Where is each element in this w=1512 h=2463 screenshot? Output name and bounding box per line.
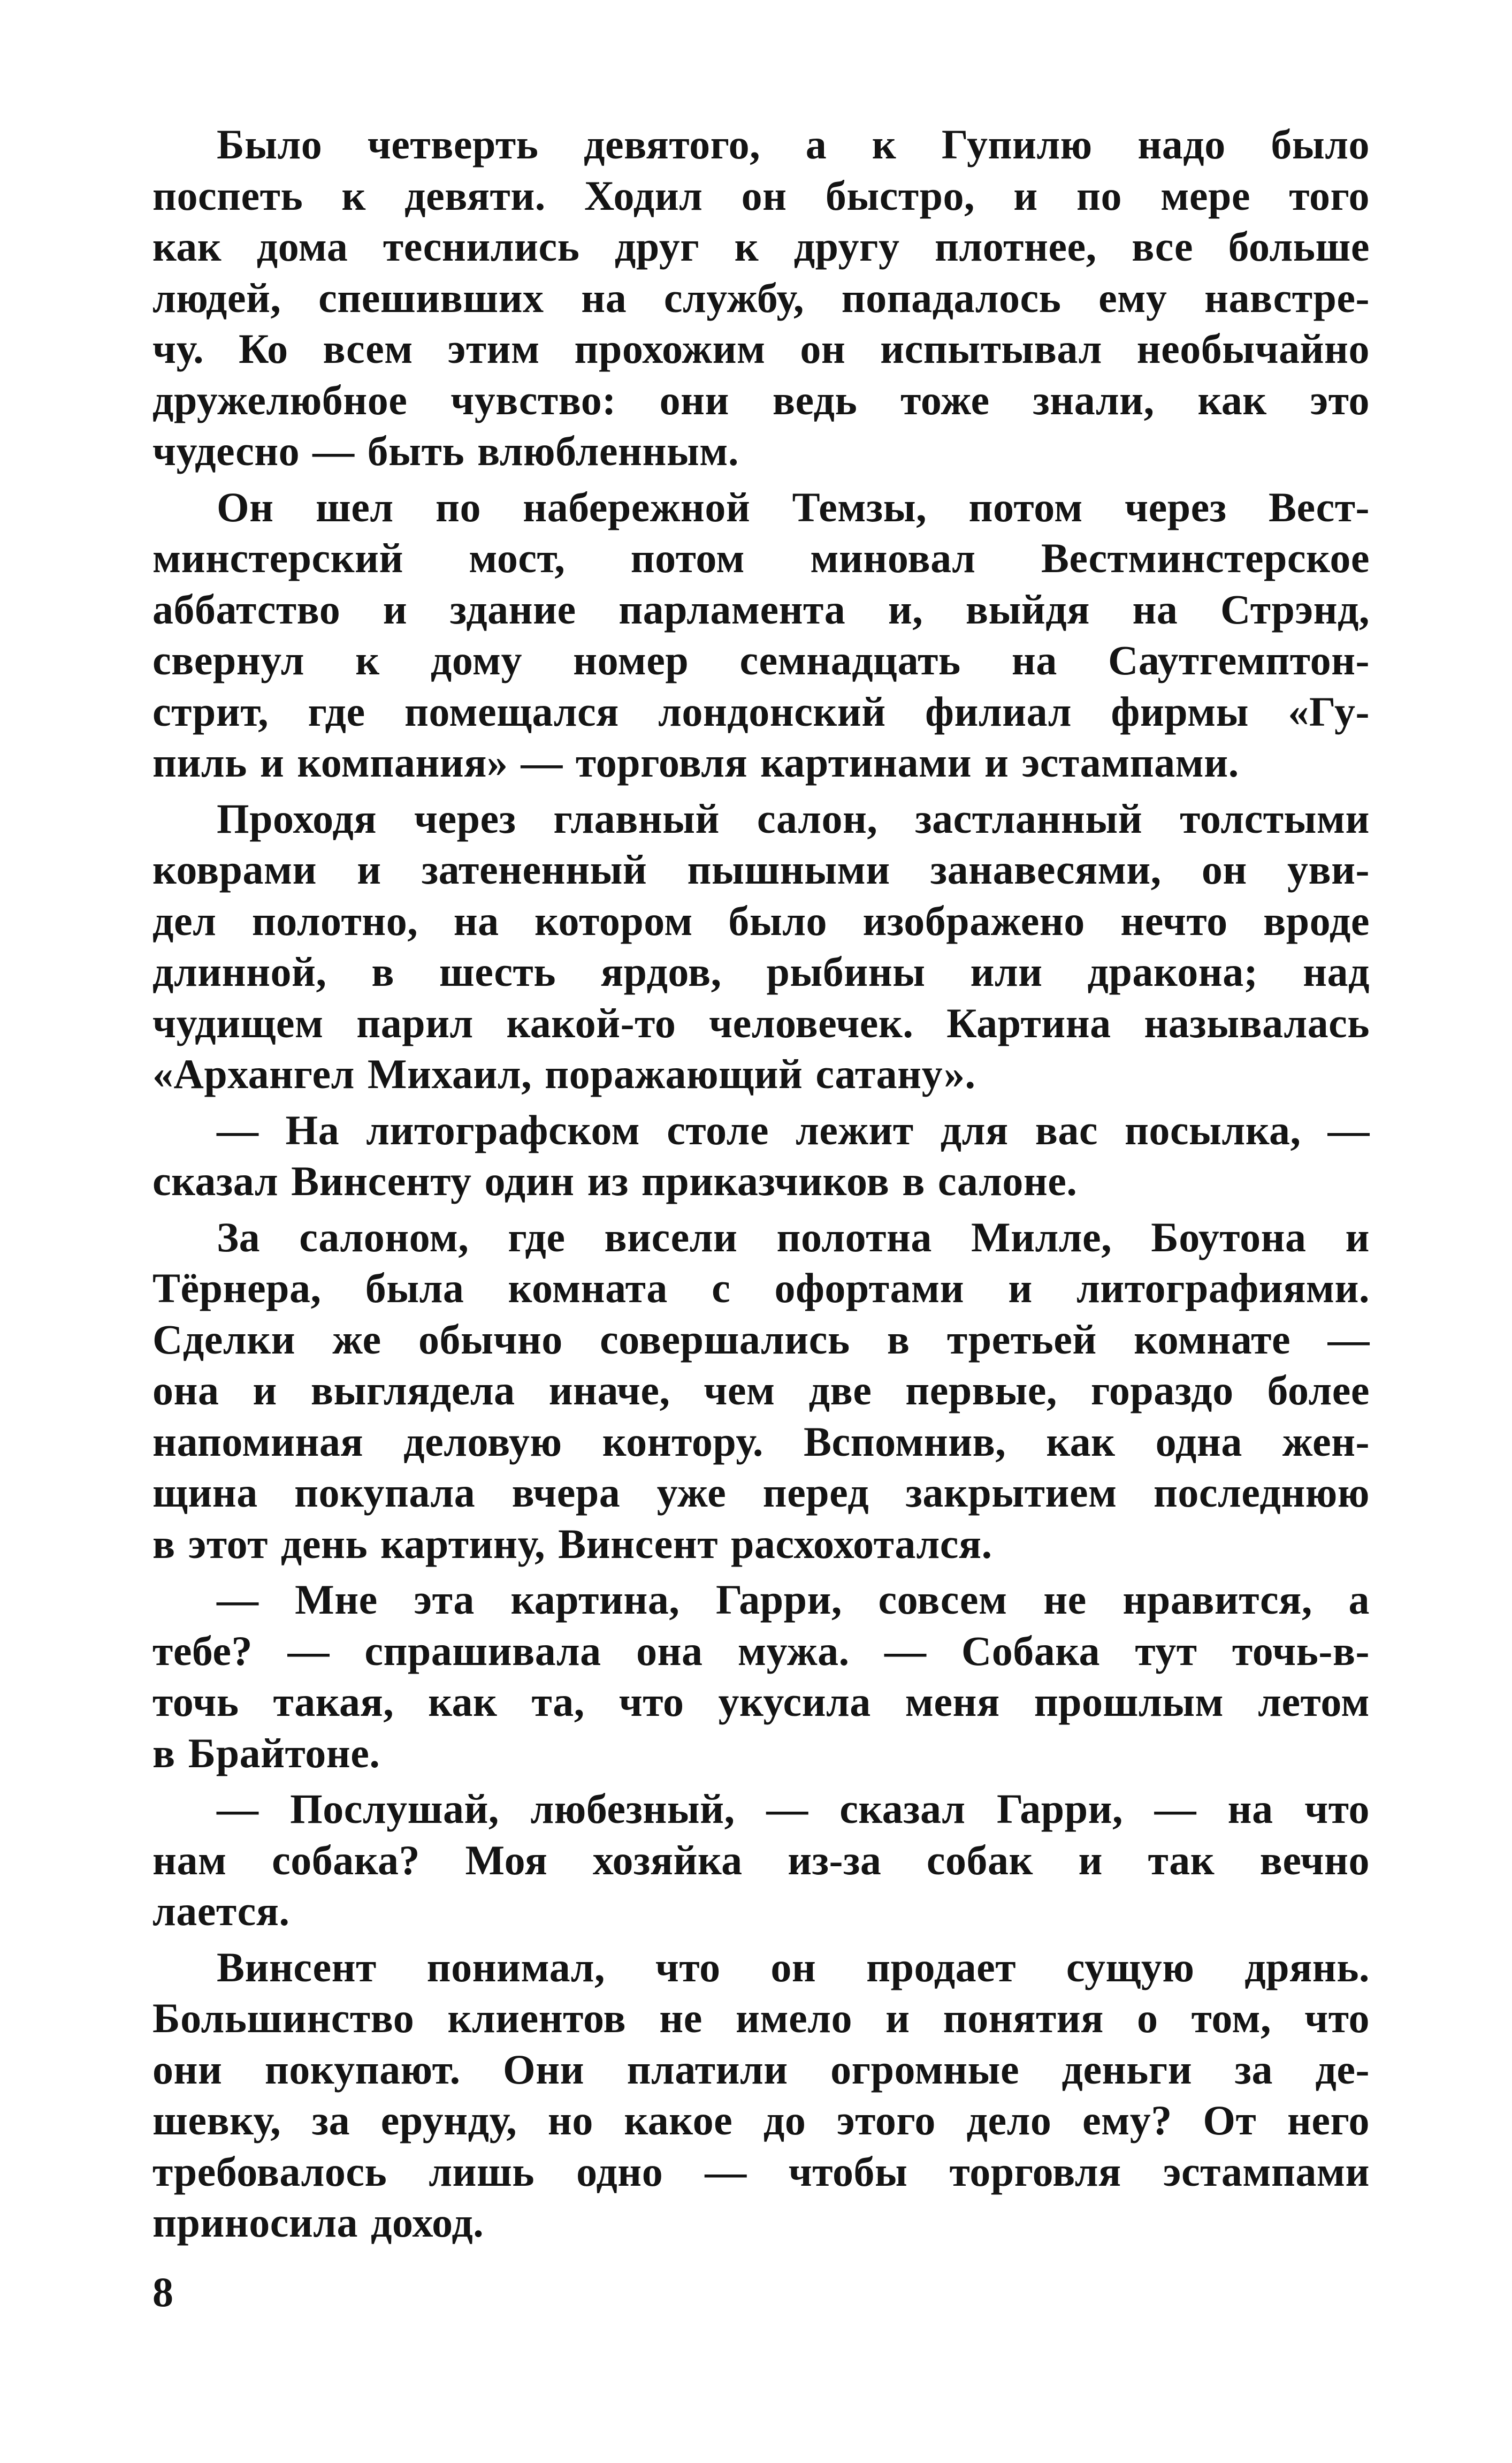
text-line: — Послушай, любезный, — сказал Гарри, — на что bbox=[217, 1785, 1370, 1832]
text-line: пиль и компания» — торговля картинами и эстампами. bbox=[152, 739, 1239, 786]
text-line: «Архангел Михаил, поражающий сатану». bbox=[152, 1051, 976, 1097]
text-line: длинной, в шесть ярдов, рыбины или дракона; над bbox=[152, 948, 1370, 995]
text-line: приносила доход. bbox=[152, 2199, 484, 2246]
text-line: коврами и затененный пышными занавесями, он уви- bbox=[152, 846, 1370, 893]
text-line: поспеть к девяти. Ходил он быстро, и по мере того bbox=[152, 172, 1370, 219]
text-line: — Мне эта картина, Гарри, совсем не нравится, а bbox=[217, 1576, 1370, 1623]
text-line: чудесно — быть влюбленным. bbox=[152, 428, 739, 474]
text-line: людей, спешивших на службу, попадалось ему навстре- bbox=[152, 274, 1370, 321]
text-line: тебе? — спрашивала она мужа. — Собака тут точь-в- bbox=[152, 1627, 1370, 1674]
paragraph bbox=[152, 1783, 1370, 1937]
text-line: точь такая, как та, что укусила меня прошлым летом bbox=[152, 1678, 1370, 1725]
page-number: 8 bbox=[152, 2269, 173, 2315]
text-line: Он шел по набережной Темзы, потом через Вест- bbox=[217, 483, 1370, 530]
text-line: дружелюбное чувство: они ведь тоже знали, как это bbox=[152, 376, 1370, 423]
paragraph bbox=[152, 793, 1370, 1100]
text-line: чудищем парил какой-то человечек. Картина называлась bbox=[152, 999, 1370, 1046]
body-text bbox=[152, 119, 1370, 2253]
paragraph bbox=[152, 119, 1370, 477]
text-line: напоминая деловую контору. Вспомнив, как одна жен- bbox=[152, 1418, 1370, 1465]
paragraph bbox=[152, 1105, 1370, 1207]
text-line: минстерский мост, потом миновал Вестминстерское bbox=[152, 535, 1370, 581]
paragraph bbox=[152, 482, 1370, 788]
text-line: Проходя через главный салон, застланный толстыми bbox=[217, 795, 1370, 842]
text-line: сказал Винсенту один из приказчиков в салоне. bbox=[152, 1158, 1078, 1204]
paragraph bbox=[152, 1574, 1370, 1778]
text-line: лается. bbox=[152, 1888, 290, 1934]
text-line: они покупают. Они платили огромные деньги за де- bbox=[152, 2046, 1370, 2093]
text-line: она и выглядела иначе, чем две первые, гораздо более bbox=[152, 1367, 1370, 1413]
text-line: — На литографском столе лежит для вас посылка, — bbox=[217, 1106, 1370, 1153]
text-line: требовалось лишь одно — чтобы торговля эстампами bbox=[152, 2148, 1370, 2195]
text-line: аббатство и здание парламента и, выйдя на Стрэнд, bbox=[152, 586, 1370, 633]
text-line: Большинство клиентов не имело и понятия о том, что bbox=[152, 1995, 1370, 2041]
text-line: чу. Ко всем этим прохожим он испытывал необычайно bbox=[152, 325, 1370, 372]
paragraph bbox=[152, 1942, 1370, 2248]
paragraph bbox=[152, 1212, 1370, 1570]
text-line: Тёрнера, была комната с офортами и литографиями. bbox=[152, 1265, 1370, 1311]
text-line: нам собака? Моя хозяйка из-за собак и так вечно bbox=[152, 1836, 1370, 1883]
text-line: стрит, где помещался лондонский филиал фирмы «Гу- bbox=[152, 688, 1370, 735]
text-line: как дома теснились друг к другу плотнее, все больше bbox=[152, 223, 1370, 270]
text-line: в Брайтоне. bbox=[152, 1729, 380, 1776]
text-line: За салоном, где висели полотна Милле, Боутона и bbox=[217, 1213, 1370, 1260]
text-line: Было четверть девятого, а к Гупилю надо было bbox=[217, 121, 1370, 168]
text-line: шевку, за ерунду, но какое до этого дело ему? От него bbox=[152, 2097, 1370, 2143]
text-line: щина покупала вчера уже перед закрытием последнюю bbox=[152, 1469, 1370, 1516]
text-line: дел полотно, на котором было изображено нечто вроде bbox=[152, 897, 1370, 944]
text-line: в этот день картину, Винсент расхохотался. bbox=[152, 1520, 992, 1567]
text-line: Сделки же обычно совершались в третьей комнате — bbox=[152, 1316, 1370, 1363]
text-line: свернул к дому номер семнадцать на Саутгемптон- bbox=[152, 637, 1370, 683]
text-line: Винсент понимал, что он продает сущую дрянь. bbox=[217, 1943, 1370, 1990]
